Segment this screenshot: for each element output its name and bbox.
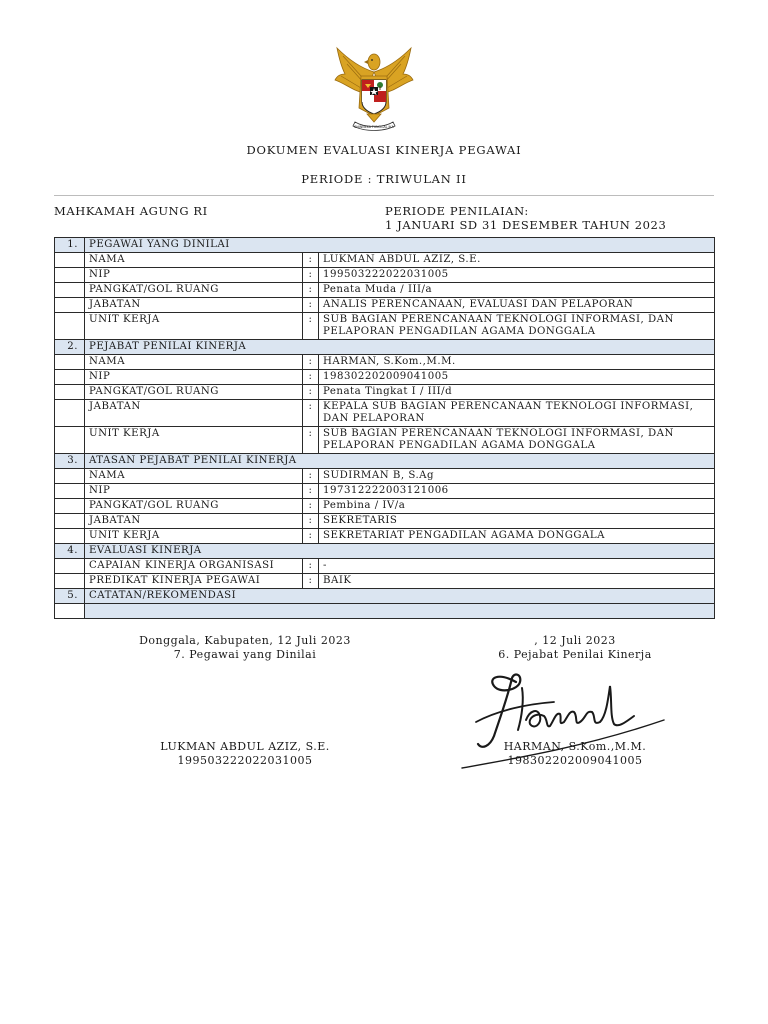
table-row: [55, 559, 715, 574]
section-title: EVALUASI KINERJA: [85, 544, 715, 559]
field-colon: :: [303, 313, 319, 340]
field-label: NAMA: [85, 253, 303, 268]
header-divider: [54, 195, 714, 196]
right-place-date: , 12 Juli 2023: [534, 634, 616, 647]
field-colon: :: [303, 355, 319, 370]
table-row: [55, 370, 715, 385]
section-header-row: [55, 340, 715, 355]
section-number: 5.: [55, 589, 85, 604]
left-signatory-name: LUKMAN ABDUL AZIZ, S.E.: [160, 740, 330, 753]
table-row: [55, 268, 715, 283]
notes-row: [55, 604, 715, 619]
field-value: LUKMAN ABDUL AZIZ, S.E.: [319, 253, 715, 268]
field-label: UNIT KERJA: [85, 313, 303, 340]
field-label: PANGKAT/GOL RUANG: [85, 499, 303, 514]
field-colon: :: [303, 574, 319, 589]
table-row: [55, 400, 715, 427]
table-row: [55, 355, 715, 370]
field-value: SUDIRMAN B, S.Ag: [319, 469, 715, 484]
field-label: JABATAN: [85, 514, 303, 529]
right-signatory-name: HARMAN, S.Kom.,M.M.: [503, 740, 647, 753]
field-colon: :: [303, 427, 319, 454]
document-title: DOKUMEN EVALUASI KINERJA PEGAWAI: [246, 143, 522, 157]
field-value: BAIK: [319, 574, 715, 589]
section-number: 1.: [55, 238, 85, 253]
field-value: 199503222022031005: [319, 268, 715, 283]
section-number: 2.: [55, 340, 85, 355]
left-signatory-nip: 199503222022031005: [177, 754, 313, 767]
right-signatory-nip: 198302202009041005: [507, 754, 643, 767]
section-title: CATATAN/REKOMENDASI: [85, 589, 715, 604]
field-label: JABATAN: [85, 298, 303, 313]
field-colon: :: [303, 469, 319, 484]
field-value: SUB BAGIAN PERENCANAAN TEKNOLOGI INFORMASI, DAN PELAPORAN PENGADILAN AGAMA DONGGALA: [319, 427, 715, 454]
right-signatory: [440, 740, 710, 768]
section-header-row: [55, 454, 715, 469]
field-label: NIP: [85, 268, 303, 283]
field-colon: :: [303, 268, 319, 283]
notes-field: [85, 604, 715, 619]
field-value: Pembina / IV/a: [319, 499, 715, 514]
table-row: [55, 298, 715, 313]
field-label: JABATAN: [85, 400, 303, 427]
field-colon: :: [303, 529, 319, 544]
table-row: [55, 529, 715, 544]
section-title: PEJABAT PENILAI KINERJA: [85, 340, 715, 355]
left-signatory: [110, 740, 380, 768]
field-colon: :: [303, 253, 319, 268]
field-label: PANGKAT/GOL RUANG: [85, 283, 303, 298]
field-label: NAMA: [85, 469, 303, 484]
field-label: CAPAIAN KINERJA ORGANISASI: [85, 559, 303, 574]
section-title: ATASAN PEJABAT PENILAI KINERJA: [85, 454, 715, 469]
field-value: SUB BAGIAN PERENCANAAN TEKNOLOGI INFORMASI, DAN PELAPORAN PENGADILAN AGAMA DONGGALA: [319, 313, 715, 340]
field-colon: :: [303, 499, 319, 514]
field-value: 197312222003121006: [319, 484, 715, 499]
left-signature-block: [110, 634, 380, 662]
field-value: -: [319, 559, 715, 574]
field-colon: :: [303, 283, 319, 298]
institution-name: MAHKAMAH AGUNG RI: [54, 204, 208, 218]
right-signature-block: [440, 634, 710, 662]
table-row: [55, 514, 715, 529]
field-label: PANGKAT/GOL RUANG: [85, 385, 303, 400]
section-title: PEGAWAI YANG DINILAI: [85, 238, 715, 253]
emblem-motto: BHINNEKA TUNGGAL IKA: [354, 125, 394, 129]
table-row: [55, 253, 715, 268]
field-colon: :: [303, 385, 319, 400]
table-row: [55, 283, 715, 298]
table-row: [55, 385, 715, 400]
table-row: [55, 313, 715, 340]
field-label: UNIT KERJA: [85, 427, 303, 454]
assessment-period: [385, 204, 666, 232]
field-colon: :: [303, 298, 319, 313]
table-row: [55, 499, 715, 514]
field-value: HARMAN, S.Kom.,M.M.: [319, 355, 715, 370]
field-label: NIP: [85, 370, 303, 385]
section-header-row: [55, 238, 715, 253]
field-colon: :: [303, 370, 319, 385]
field-label: PREDIKAT KINERJA PEGAWAI: [85, 574, 303, 589]
field-label: UNIT KERJA: [85, 529, 303, 544]
field-colon: :: [303, 484, 319, 499]
field-value: SEKRETARIS: [319, 514, 715, 529]
field-colon: :: [303, 400, 319, 427]
section-number: 3.: [55, 454, 85, 469]
evaluation-form-table: [54, 237, 715, 619]
field-value: ANALIS PERENCANAAN, EVALUASI DAN PELAPORAN: [319, 298, 715, 313]
table-row: [55, 427, 715, 454]
field-label: NAMA: [85, 355, 303, 370]
table-row: [55, 574, 715, 589]
table-row: [55, 469, 715, 484]
field-value: 198302202009041005: [319, 370, 715, 385]
right-role: 6. Pejabat Penilai Kinerja: [498, 648, 652, 661]
garuda-pancasila-emblem: [331, 42, 417, 132]
section-number: 4.: [55, 544, 85, 559]
assessment-period-label: PERIODE PENILAIAN:: [385, 204, 529, 218]
field-value: KEPALA SUB BAGIAN PERENCANAAN TEKNOLOGI INFORMASI, DAN PELAPORAN: [319, 400, 715, 427]
assessment-period-value: 1 JANUARI SD 31 DESEMBER TAHUN 2023: [385, 218, 667, 232]
left-role: 7. Pegawai yang Dinilai: [173, 648, 317, 661]
field-value: Penata Tingkat I / III/d: [319, 385, 715, 400]
left-place-date: Donggala, Kabupaten, 12 Juli 2023: [139, 634, 351, 647]
field-value: SEKRETARIAT PENGADILAN AGAMA DONGGALA: [319, 529, 715, 544]
field-colon: :: [303, 559, 319, 574]
period-heading: PERIODE : TRIWULAN II: [301, 172, 467, 186]
field-colon: :: [303, 514, 319, 529]
section-header-row: [55, 589, 715, 604]
section-header-row: [55, 544, 715, 559]
field-value: Penata Muda / III/a: [319, 283, 715, 298]
field-label: NIP: [85, 484, 303, 499]
table-row: [55, 484, 715, 499]
